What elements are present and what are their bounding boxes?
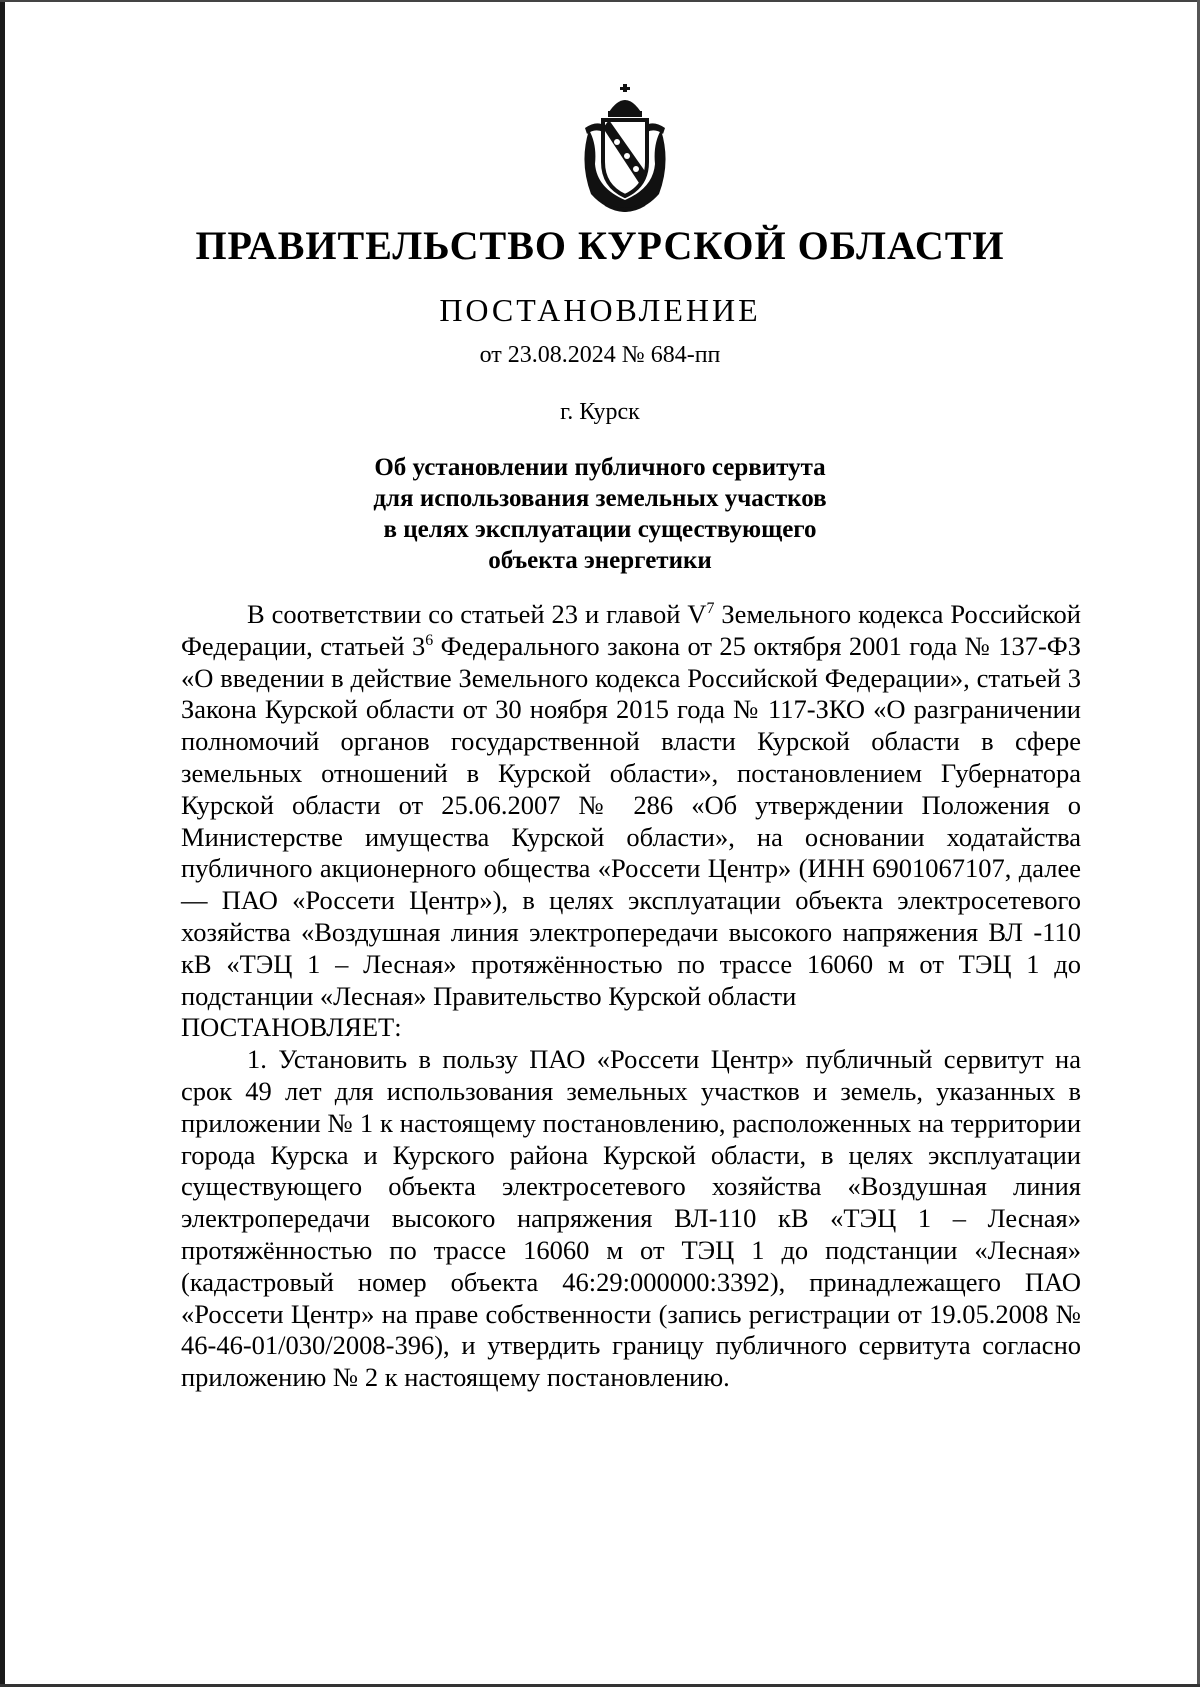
superscript: 7: [706, 600, 715, 618]
preamble-text: Федерального закона от 25 октября 2001 года № 137-ФЗ «О введении в действие Земельного кодекса Российской Федерации», статьей 3 Закона Курской области от 30 ноября 2015 года № 117-ЗКО «О разграничении полномочий органов государственной власти Курской области в сфере земельных отношений в Курской области», постановлением Губернатора Курской области от 25.06.2007 № 286 «Об утверждении Положения о Министерстве имущества Курской области», на основании ходатайства публичного акционерного общества «Россети Центр» (ИНН 6901067107, далее — ПАО «Россети Центр»), в целях эксплуатации объекта электросетевого хозяйства «Воздушная линия электропередачи высокого напряжения ВЛ -110 кВ «ТЭЦ 1 – Лесная» протяжённостью по трассе 16060 м от ТЭЦ 1 до подстанции «Лесная» Правительство Курской области: [181, 630, 1081, 1011]
decree-item: 1. Установить в пользу ПАО «Россети Центр» публичный сервитут на срок 49 лет для использования земельных участков и земель, указанных в приложении № 1 к настоящему постановлению, расположенных на территории города Курска и Курского района Курской области, в целях эксплуатации существующего объекта электросетевого хозяйства «Воздушная линия электропередачи высокого напряжения ВЛ-110 кВ «ТЭЦ 1 – Лесная» протяжённостью по трассе 16060 м от ТЭЦ 1 до подстанции «Лесная» (кадастровый номер объекта 46:29:000000:3392), принадлежащего ПАО «Россети Центр» на праве собственности (запись регистрации от 19.05.2008 № 46-46-01/030/2008-396), и утвердить границу публичного сервитута согласно приложению № 2 к настоящему постановлению.: [181, 1044, 1081, 1393]
subject-line: объекта энергетики: [488, 547, 712, 574]
decree-word: ПОСТАНОВЛЯЕТ:: [181, 1012, 402, 1043]
preamble-text: В соответствии со статьей 23 и главой V: [247, 599, 707, 629]
subject-line: для использования земельных участков: [373, 485, 827, 512]
document-city: г. Курск: [560, 399, 640, 425]
preamble-text: Земельного кодекса Российской Федерации, статьей 3: [181, 599, 1081, 661]
superscript: 6: [425, 631, 434, 649]
document-body: [181, 599, 1081, 1394]
document-type: ПОСТАНОВЛЕНИЕ: [439, 292, 761, 328]
document-subject: [300, 452, 900, 576]
document-date-number: от 23.08.2024 № 684-пп: [479, 342, 721, 368]
scan-edge-top: [0, 0, 1200, 2]
coat-of-arms-icon: [575, 82, 675, 217]
government-title: ПРАВИТЕЛЬСТВО КУРСКОЙ ОБЛАСТИ: [195, 223, 1005, 268]
preamble-paragraph: [181, 599, 1081, 1012]
subject-line: Об установлении публичного сервитута: [374, 454, 826, 481]
subject-line: в целях эксплуатации существующего: [383, 516, 817, 543]
